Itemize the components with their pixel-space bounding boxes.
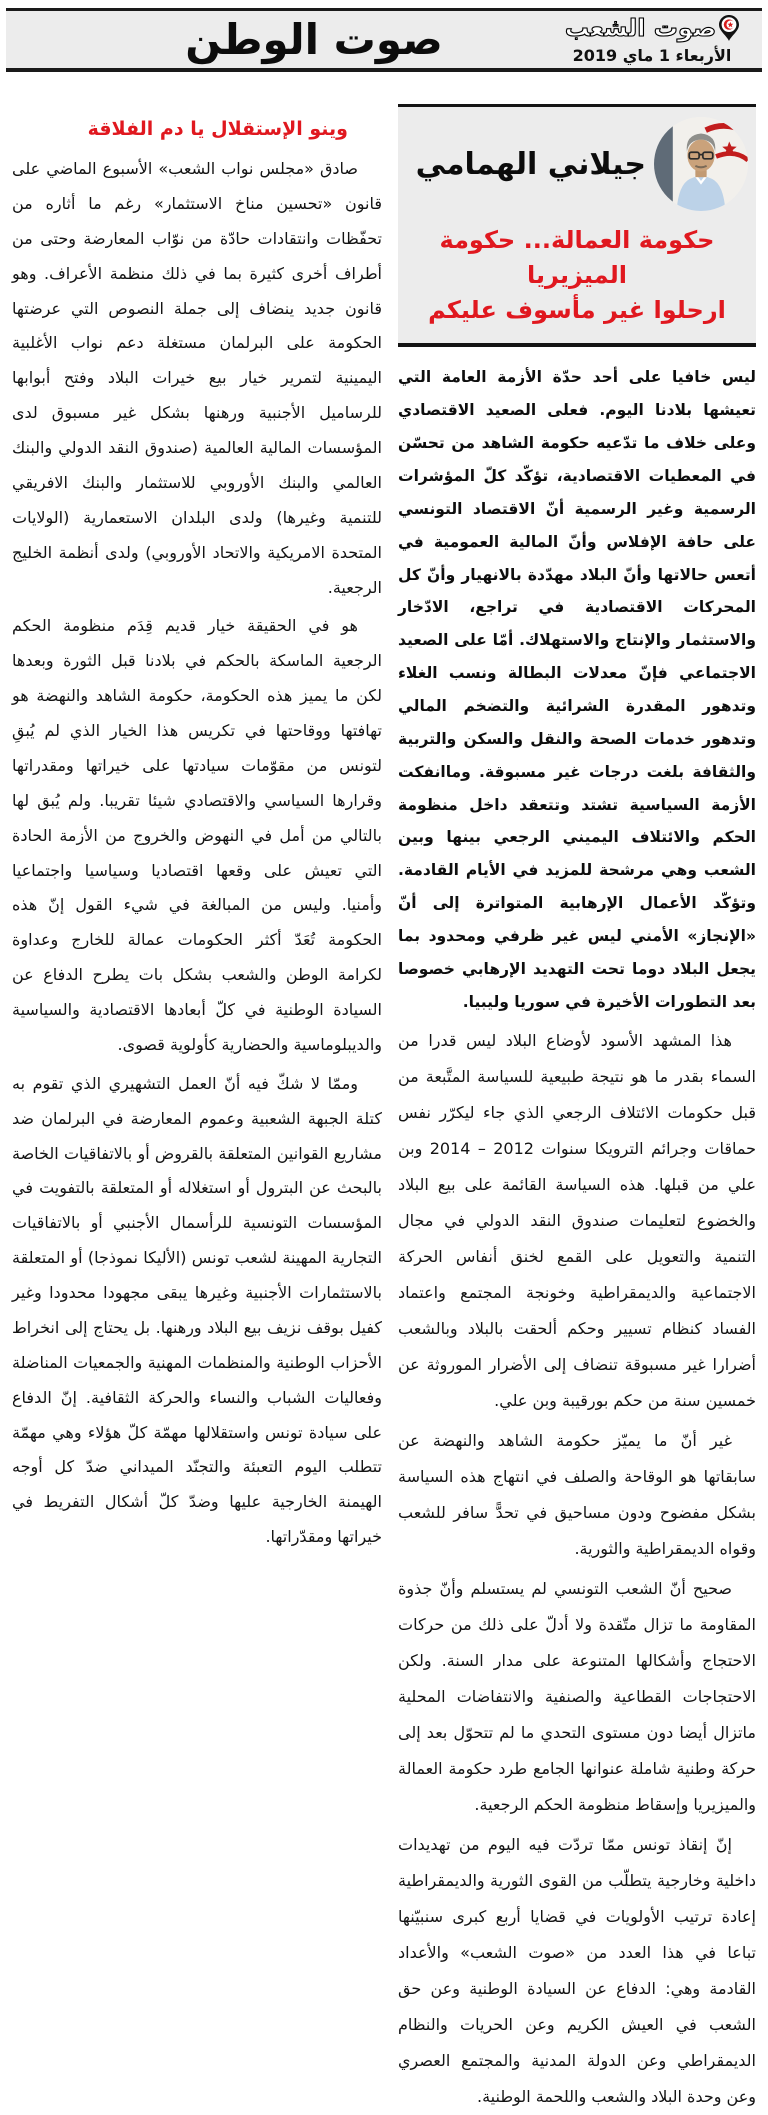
lead-paragraph: ليس خافيا على أحد حدّة الأزمة العامة التي تعيشها بلادنا اليوم. فعلى الصعيد الاقتصادي وعلى خلاف ما تدّعيه حكومة الشاهد من تحسّن في المعطيات الاقتصادية، تؤكّد كلّ المؤشرات الرسمية وغير الرسمية أنّ الاقتصاد التونسي على حافة الإفلاس وأنّ المالية العمومية في أتعس حالاتها وأنّ البلاد مهدّدة بالانهيار وأنّ كل المحركات الاقتصادية في تراجع، الادّخار والاستثمار والإنتاج والاستهلاك. أمّا على الصعيد الاجتماعي فإنّ معدلات البطالة ونسب الغلاء وتدهور المقدرة الشرائية والتضخم المالي وتدهور خدمات الصحة والنقل والسكن والتربية والثقافة بلغت درجات غير مسبوقة. وماانفكت الأزمة السياسية تشتد وتتعقد داخل منظومة الحكم والائتلاف اليميني الرجعي بينها وبين الشعب وهي مرشحة للمزيد في الأيام القادمة. وتؤكّد الأعمال الإرهابية المتواترة إلى أنّ «الإنجاز» الأمني ليس غير ظرفي ومحدود بما يجعل البلاد دوما تحت التهديد الإرهابي خصوصا بعد التطورات الأخيرة في سوريا وليبيا.	[398, 368, 756, 1011]
author-row	[406, 117, 748, 211]
page-header	[6, 8, 762, 72]
tunisia-flag-icon	[719, 15, 739, 41]
masthead	[552, 15, 752, 64]
headline-line-1: حكومة العمالة... حكومة الميزيريا	[439, 226, 715, 289]
main-paragraph: غير أنّ ما يميّز حكومة الشاهد والنهضة عن سابقاتها هو الوقاحة والصلف في انتهاج هذه السياسة بشكل مفضوح ودون مساحيق في تحدًّ سافر للشعب وقواه الديمقراطية والثورية.	[398, 1430, 756, 1558]
article-headline	[406, 223, 748, 327]
main-paragraph: إنّ إنقاذ تونس ممّا تردّت فيه اليوم من تهديدات داخلية وخارجية يتطلّب من القوى الثورية والديمقراطية إعادة ترتيب الأولويات في قضايا أربع كبرى سنبيّنها تباعا في هذا العدد من «صوت الشعب» والأعداد القادمة وهي: الدفاع عن السيادة الوطنية وعن حق الشعب في العيش الكريم وعن الحريات والنظام الديمقراطي وعن الدولة المدنية والمجتمع العصري وعن وحدة البلاد والشعب واللحمة الوطنية.	[398, 1834, 756, 2106]
main-paragraph: صحيح أنّ الشعب التونسي لم يستسلم وأنّ جذوة المقاومة ما تزال متّقدة ولا أدلّ على ذلك من حركات الاحتجاج وأشكالها المتنوعة على مدار السنة. ولكن الاحتجاجات القطاعية والصنفية والانتفاضات المحلية ماتزال أيضا دون مستوى التحدي ما لم تتحوّل بعد إلى حركة وطنية شاملة عنوانها الجامع طرد حكومة العمالة والميزيريا وإسقاط منظومة الحكم الرجعية.	[398, 1578, 756, 1814]
issue-date: الأربعاء 1 ماي 2019	[572, 45, 732, 65]
author-photo	[654, 117, 748, 211]
newspaper-logo	[565, 15, 739, 41]
author-name: جيلاني الهمامي	[415, 146, 646, 182]
section-title: صوت الوطن	[185, 15, 443, 64]
side-article-title: وينو الإستقلال يا دم الفلاقة	[87, 118, 348, 140]
side-paragraph: هو في الحقيقة خيار قديم قِدَم منظومة الحكم الرجعية الماسكة بالحكم في بلادنا قبل الثورة وبعدها لكن ما يميز هذه الحكومة، حكومة الشاهد والنهضة هو تهافتها ووقاحتها في تكريس هذا الخيار الذي لم يُبقِ لتونس من مقوّمات سيادتها على خيراتها ومقدراتها وقرارها السياسي والاقتصادي شيئا تقريبا. ولم يُبق لها بالتالي من أمل في النهوض والخروج من الأزمة الحادة التي تعيش على وقعها اقتصاديا وسياسيا واجتماعيا وأمنيا. وليس من المبالغة في شيء القول إنّ هذه الحكومة تُعَدّ أكثر الحكومات عمالة للخارج وعداوة لكرامة الوطن والشعب بشكل بات يطرح الدفاع عن السيادة الوطنية في كلّ أبعادها الاقتصادية والسياسية والديبلوماسية والحضارية كأولوية قصوى.	[12, 616, 382, 1054]
main-column	[398, 104, 756, 2115]
side-paragraph: وممّا لا شكّ فيه أنّ العمل التشهيري الذي تقوم به كتلة الجبهة الشعبية وعموم المعارضة في البرلمان ضد مشاريع القوانين المتعلقة بالقروض أو بالاتفاقيات الخاصة بالبحث عن البترول أو استغلاله أو المتعلقة بالتفويت في المؤسسات التونسية للرأسمال الأجنبي أو بالاتفاقيات التجارية المهينة لشعب تونس (الأليكا نموذجا) أو المتعلقة بالاستثمارات الأجنبية وغيرها يبقى مجهودا محدودا وغير كفيل بوقف نزيف بيع البلاد ورهنها. بل يحتاج إلى انخراط الأحزاب الوطنية والمنظمات المهنية والجمعيات المناضلة وفعاليات الشباب والنساء والحركة الثقافية. إنّ الدفاع على سيادة تونس واستقلالها مهمّة كلّ هؤلاء وهي مهمّة تتطلب اليوم التعبئة والتجنّد الميداني ضدّ كل أوجه الهيمنة الخارجية عليها وضدّ كلّ أشكال التفريط في خيراتها ومقدّراتها.	[12, 1073, 382, 1547]
main-paragraph: هذا المشهد الأسود لأوضاع البلاد ليس قدرا من السماء بقدر ما هو نتيجة طبيعية للسياسة المتَّبعة من قبل حكومات الائتلاف الرجعي الذي جاء ليكرّر نفس حماقات وجرائم الترويكا سنوات 2012 – 2014 وبن علي من قبلها. هذه السياسة القائمة على بيع البلاد والخضوع لتعليمات صندوق النقد الدولي في مجال التنمية والتعويل على القمع لخنق أنفاس الحركة الاجتماعية والديمقراطية وخونجة المجتمع واعتماد الفساد كنظام تسيير وحكم ألحقت بالبلاد وبالشعب أضرارا غير مسبوقة تنضاف إلى الأضرار الموروثة عن خمسين سنة من حكم بورقيبة وبن علي.	[398, 1030, 756, 1410]
newspaper-logo-text: صوت الشعب	[564, 13, 717, 42]
headline-line-2: ارحلوا غير مأسوف عليكم	[428, 295, 726, 324]
author-headline-box	[398, 104, 756, 347]
article-content	[0, 104, 768, 2115]
side-column	[12, 104, 382, 2115]
side-paragraph: صادق «مجلس نواب الشعب» الأسبوع الماضي على قانون «تحسين مناخ الاستثمار» رغم ما أثاره من تحفّظات وانتقادات حادّة من نوّاب المعارضة وحتى من أطراف أخرى كثيرة بما في ذلك منظمة الأعراف. وهو قانون جديد ينضاف إلى جملة النصوص التي عرضتها الحكومة على البرلمان مستغلة دعم نواب الأغلبية اليمينية لتمرير خيار بيع خيرات البلاد وفتح أبوابها للرساميل الأجنبية ورهنها بشكل غير مسبوق لدى المؤسسات المالية العالمية (صندوق النقد الدولي والبنك العالمي والبنك الأوروبي للاستثمار والبنك الافريقي للتنمية وغيرها) ولدى البلدان الاستعمارية (الولايات المتحدة الامريكية والاتحاد الأوروبي) ولدى أنظمة الخليج الرجعية.	[12, 159, 382, 597]
